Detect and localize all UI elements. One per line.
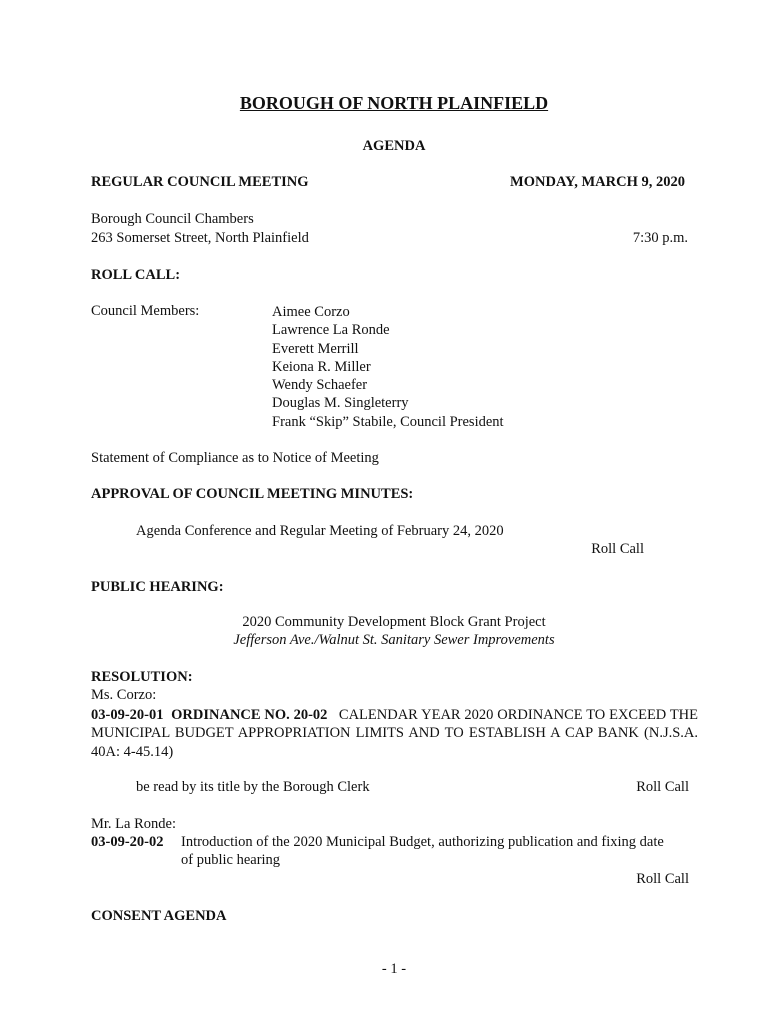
public-hearing-line2: Jefferson Ave./Walnut St. Sanitary Sewer Improvements	[233, 632, 555, 648]
consent-agenda-heading: CONSENT AGENDA	[91, 908, 227, 924]
public-hearing-heading: PUBLIC HEARING:	[91, 579, 224, 595]
ordinance-number: ORDINANCE NO. 20-02	[171, 707, 328, 723]
minutes-heading: APPROVAL OF COUNCIL MEETING MINUTES:	[91, 486, 414, 502]
resolution-2-text: Introduction of the 2020 Municipal Budget, authorizing publication and fixing date	[181, 834, 664, 850]
resolution-item-1	[91, 706, 698, 761]
resolution-1-roll-call: Roll Call	[636, 779, 689, 795]
resolution-number: 03-09-20-01	[91, 707, 164, 723]
meeting-date: MONDAY, MARCH 9, 2020	[510, 174, 685, 190]
meeting-time: 7:30 p.m.	[632, 230, 688, 246]
page-number: - 1 -	[381, 961, 407, 977]
council-member: Frank “Skip” Stabile, Council President	[272, 413, 504, 430]
resolution-heading: RESOLUTION:	[91, 669, 193, 685]
council-member: Wendy Schaefer	[272, 377, 368, 394]
council-member: Lawrence La Ronde	[272, 322, 390, 339]
minutes-item: Agenda Conference and Regular Meeting of February 24, 2020	[136, 523, 504, 539]
resolution-2-text-cont: of public hearing	[181, 852, 281, 868]
public-hearing-line1: 2020 Community Development Block Grant Project	[242, 614, 546, 630]
council-member: Aimee Corzo	[272, 304, 350, 320]
council-members-list	[272, 303, 504, 431]
council-member: Douglas M. Singleterry	[272, 395, 409, 412]
location-line2: 263 Somerset Street, North Plainfield	[91, 230, 309, 246]
council-members-label: Council Members:	[91, 303, 200, 319]
roll-call-heading: ROLL CALL:	[91, 267, 181, 283]
compliance-statement: Statement of Compliance as to Notice of Meeting	[91, 450, 379, 466]
council-member: Keiona R. Miller	[272, 358, 371, 375]
resolution-note: be read by its title by the Borough Clerk	[136, 779, 370, 795]
location-line1: Borough Council Chambers	[91, 211, 254, 227]
agenda-subtitle: AGENDA	[362, 138, 426, 154]
resolution-sponsor-la-ronde: Mr. La Ronde:	[91, 816, 176, 832]
resolution-text: CALENDAR YEAR 2020 ORDINANCE TO EXCEED THE MUNICIPAL BUDGET APPROPRIATION LIMITS AND TO ESTABLISH A CAP BANK (N.J.S.A. 40A: 4-45.14)	[91, 707, 699, 760]
resolution-sponsor-corzo: Ms. Corzo:	[91, 687, 157, 703]
resolution-2-roll-call: Roll Call	[636, 871, 689, 887]
resolution-number: 03-09-20-02	[91, 834, 164, 850]
page-title: BOROUGH OF NORTH PLAINFIELD	[239, 93, 549, 113]
minutes-roll-call: Roll Call	[591, 541, 644, 557]
council-member: Everett Merrill	[272, 340, 359, 357]
meeting-type: REGULAR COUNCIL MEETING	[91, 174, 309, 190]
